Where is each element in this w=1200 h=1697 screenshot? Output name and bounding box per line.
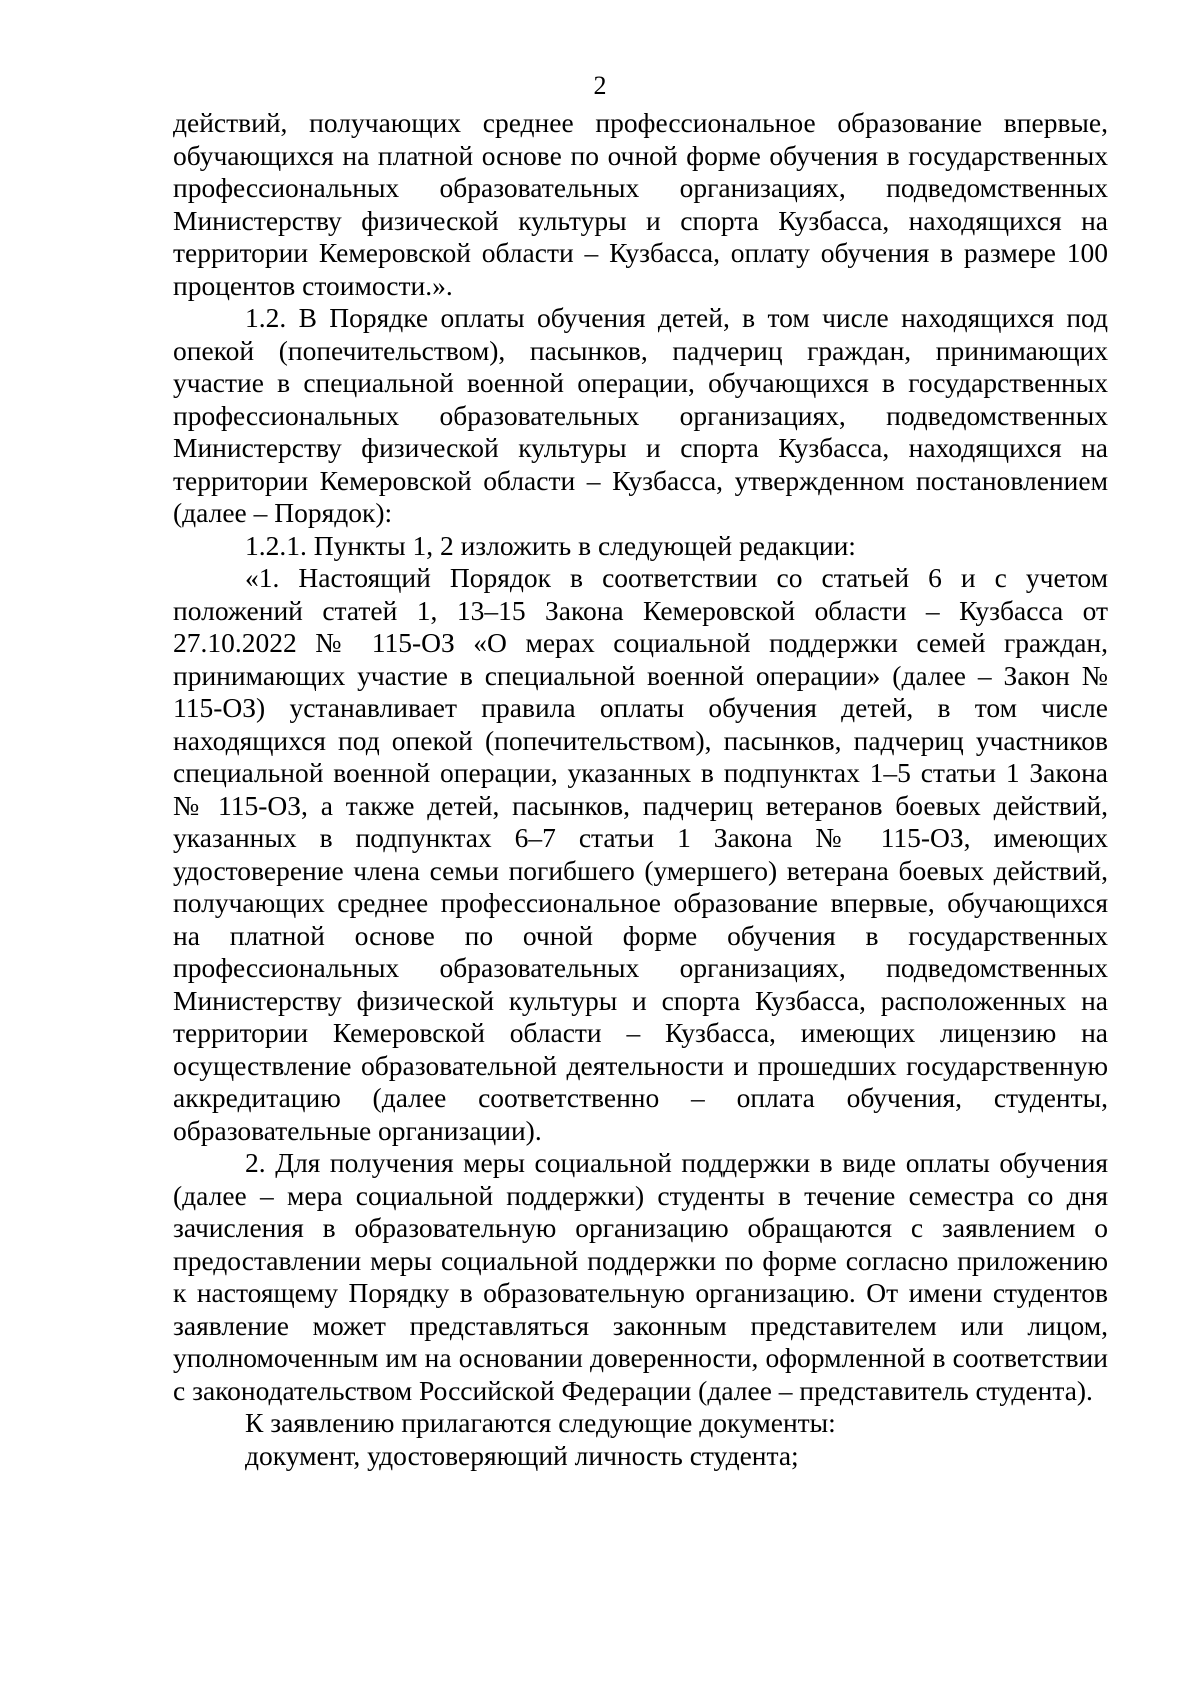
- paragraph-attachment-id-document: документ, удостоверяющий личность студента;: [245, 1439, 799, 1471]
- document-body: [173, 107, 1108, 1472]
- page-number: 2: [593, 71, 607, 100]
- paragraph-item-1: «1. Настоящий Порядок в соответствии со статьей 6 и с учетом положений статей 1, 13–15 Закона Кемеровской области – Кузбасса от 27.10.2022 № 115-ОЗ «О мерах социальной поддержки семей граждан, принимающих участие в специальной военной операции» (далее – Закон № 115-ОЗ) устанавливает правила оплаты обучения детей, в том числе находящихся под опекой (попечительством), пасынков, падчериц участников специальной военной операции, указанных в подпунктах 1–5 статьи 1 Закона № 115-ОЗ, а также детей, пасынков, падчериц ветеранов боевых действий, указанных в подпунктах 6–7 статьи 1 Закона № 115-ОЗ, имеющих удостоверение члена семьи погибшего (умершего) ветерана боевых действий, получающих среднее профессиональное образование впервые, обучающихся на платной основе по очной форме обучения в государственных профессиональных образовательных организациях, подведомственных Министерству физической культуры и спорта Кузбасса, расположенных на территории Кемеровской области – Кузбасса, имеющих лицензию на осуществление образовательной деятельности и прошедших государственную аккредитацию (далее соответственно – оплата обучения, студенты, образовательные организации).: [173, 562, 1108, 1146]
- paragraph-continuation: действий, получающих среднее профессиональное образование впервые, обучающихся на платной основе по очной форме обучения в государственных профессиональных образовательных организациях, подведомственных Министерству физической культуры и спорта Кузбасса, находящихся на территории Кемеровской области – Кузбасса, оплату обучения в размере 100 процентов стоимости.».: [173, 107, 1108, 301]
- paragraph-item-2: 2. Для получения меры социальной поддержки в виде оплаты обучения (далее – мера социальной поддержки) студенты в течение семестра со дня зачисления в образовательную организацию обращаются с заявлением о предоставлении меры социальной поддержки по форме согласно приложению к настоящему Порядку в образовательную организацию. От имени студентов заявление может представляться законным представителем или лицом, уполномоченным им на основании доверенности, оформленной в соответствии с законодательством Российской Федерации (далее – представитель студента).: [173, 1147, 1108, 1406]
- paragraph-1-2: 1.2. В Порядке оплаты обучения детей, в том числе находящихся под опекой (попечительством), пасынков, падчериц граждан, принимающих участие в специальной военной операции, обучающихся в государственных профессиональных образовательных организациях, подведомственных Министерству физической культуры и спорта Кузбасса, находящихся на территории Кемеровской области – Кузбасса, утвержденном постановлением (далее – Порядок):: [173, 302, 1108, 528]
- paragraph-attachments-intro: К заявлению прилагаются следующие документы:: [245, 1407, 836, 1438]
- paragraph-1-2-1: 1.2.1. Пункты 1, 2 изложить в следующей редакции:: [245, 529, 856, 561]
